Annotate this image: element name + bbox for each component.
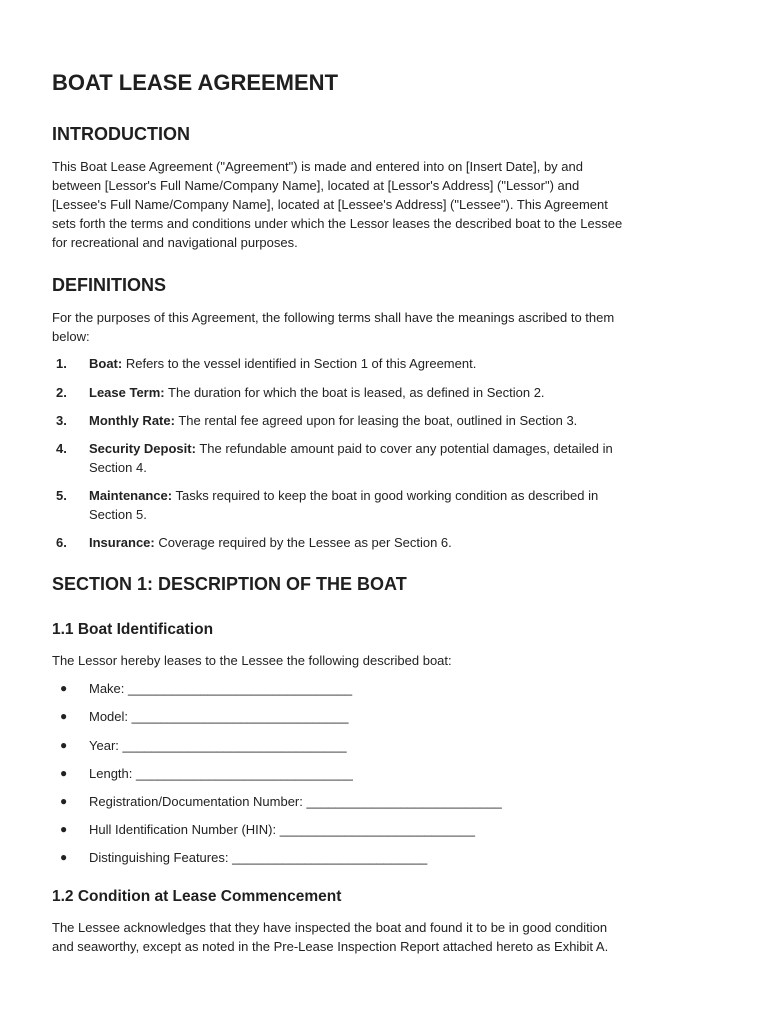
definitions-heading: DEFINITIONS — [52, 275, 167, 295]
definition-number: 5. — [56, 488, 67, 503]
introduction-line: [Lessee's Full Name/Company Name], located at [Lessee's Address] ("Lessee"). This Agreement — [52, 197, 608, 212]
bullet-icon: ● — [60, 709, 68, 723]
bullet-icon: ● — [60, 794, 68, 808]
definitions-intro — [52, 308, 714, 346]
definition-term: Lease Term: — [89, 385, 165, 400]
definition-text: Coverage required by the Lessee as per Section 6. — [158, 535, 452, 550]
definition-term: Security Deposit: — [89, 441, 196, 456]
bullet-icon: ● — [60, 766, 68, 780]
introduction-line: for recreational and navigational purposes. — [52, 235, 298, 250]
introduction-heading: INTRODUCTION — [52, 124, 190, 144]
section1-2-paragraph — [52, 918, 714, 956]
definition-term: Insurance: — [89, 535, 155, 550]
definition-number: 2. — [56, 385, 67, 400]
boat-field-make: Make: _______________________________ — [89, 681, 353, 696]
boat-field-length: Length: ______________________________ — [89, 766, 353, 781]
introduction-line: sets forth the terms and conditions under which the Lessor leases the described boat to the Lessee — [52, 216, 623, 231]
definition-number: 3. — [56, 413, 67, 428]
bullet-icon: ● — [60, 738, 68, 752]
boat-field-hin: Hull Identification Number (HIN): ___________________________ — [89, 822, 475, 837]
section1-1-intro-text: The Lessor hereby leases to the Lessee the following described boat: — [52, 653, 452, 668]
definition-text: Tasks required to keep the boat in good working condition as described in — [175, 488, 599, 503]
boat-field-features: Distinguishing Features: ___________________________ — [89, 850, 428, 865]
section1-heading: SECTION 1: DESCRIPTION OF THE BOAT — [52, 574, 407, 594]
definition-number: 1. — [56, 356, 67, 371]
bullet-icon: ● — [60, 681, 68, 695]
introduction-paragraph — [52, 157, 714, 252]
definition-text: The duration for which the boat is leased, as defined in Section 2. — [168, 385, 545, 400]
definitions-intro-line: below: — [52, 329, 90, 344]
definition-text: Section 4. — [89, 460, 147, 475]
definition-number: 4. — [56, 441, 67, 456]
definitions-intro-line: For the purposes of this Agreement, the following terms shall have the meanings ascribed to them — [52, 310, 615, 325]
introduction-line: between [Lessor's Full Name/Company Name], located at [Lessor's Address] ("Lessor") and — [52, 178, 580, 193]
definition-term: Monthly Rate: — [89, 413, 175, 428]
boat-field-year: Year: _______________________________ — [89, 738, 347, 753]
definition-text: Section 5. — [89, 507, 147, 522]
definition-text: The refundable amount paid to cover any potential damages, detailed in — [199, 441, 613, 456]
section1-1-heading: 1.1 Boat Identification — [52, 621, 214, 638]
introduction-line: This Boat Lease Agreement ("Agreement") is made and entered into on [Insert Date], by and — [52, 159, 583, 174]
definition-text: Refers to the vessel identified in Section 1 of this Agreement. — [125, 356, 477, 371]
section1-2-heading: 1.2 Condition at Lease Commencement — [52, 888, 342, 905]
section1-2-line: and seaworthy, except as noted in the Pre-Lease Inspection Report attached hereto as Exhibit A. — [52, 939, 609, 954]
section1-2-line: The Lessee acknowledges that they have inspected the boat and found it to be in good condition — [52, 920, 608, 935]
bullet-icon: ● — [60, 850, 68, 864]
document-title: BOAT LEASE AGREEMENT — [52, 70, 339, 95]
definition-term: Maintenance: — [89, 488, 173, 503]
boat-field-model: Model: ______________________________ — [89, 709, 349, 724]
boat-field-registration: Registration/Documentation Number: ___________________________ — [89, 794, 502, 809]
definition-number: 6. — [56, 535, 67, 550]
bullet-icon: ● — [60, 822, 68, 836]
definition-text: The rental fee agreed upon for leasing the boat, outlined in Section 3. — [178, 413, 578, 428]
definition-term: Boat: — [89, 356, 123, 371]
section1-1-intro — [52, 651, 714, 670]
